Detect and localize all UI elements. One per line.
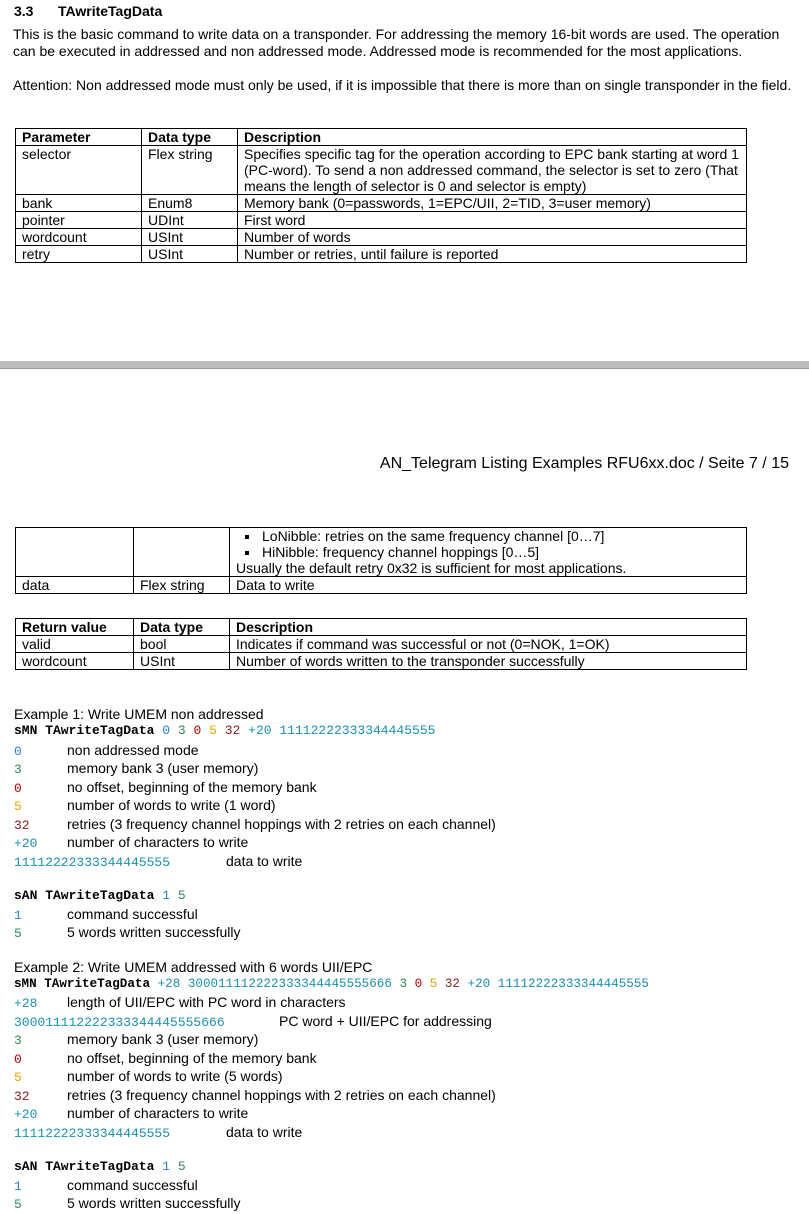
list-item <box>14 759 259 777</box>
answer-token: 5 <box>177 888 186 903</box>
cmd-token: 5 <box>429 977 438 991</box>
item-text: number of words to write (5 words) <box>67 1068 283 1084</box>
list-item <box>14 1104 249 1122</box>
item-code: 5 <box>14 1070 22 1085</box>
return-type: USInt <box>134 653 230 670</box>
cmd-token: 3 <box>399 977 408 991</box>
param-desc: Number of words <box>238 229 747 246</box>
table-row <box>16 146 747 195</box>
item-code: 5 <box>14 1197 22 1212</box>
table-row <box>16 577 747 594</box>
param-type: UDInt <box>142 212 238 229</box>
param-desc: Number or retries, until failure is reported <box>238 246 747 263</box>
example1-answer <box>14 887 186 905</box>
item-text: memory bank 3 (user memory) <box>67 760 259 776</box>
list-item <box>14 1086 496 1104</box>
table-row <box>16 528 747 577</box>
item-code: 11112222333344445555 <box>14 855 171 870</box>
table-row <box>16 246 747 263</box>
example1-command <box>14 722 435 740</box>
answer-token: 5 <box>177 1159 186 1174</box>
retry-details <box>230 528 747 577</box>
item-text: command successful <box>67 1177 198 1193</box>
list-item <box>14 852 303 870</box>
continuation-table <box>15 527 747 594</box>
list-item <box>14 1067 283 1085</box>
list-item <box>14 923 241 941</box>
list-item: ▪ HiNibble: frequency channel hoppings [0…5] <box>260 544 746 560</box>
answer-prefix: sAN TAwriteTagData <box>14 1159 155 1174</box>
header-cell: Description <box>238 129 747 146</box>
command-prefix: sMN TAwriteTagData <box>14 723 155 738</box>
item-code: 32 <box>14 818 30 833</box>
param-name: pointer <box>16 212 142 229</box>
section-number: 3.3 <box>14 3 34 19</box>
answer-token: 1 <box>162 1159 171 1174</box>
return-type: bool <box>134 636 230 653</box>
item-text: memory bank 3 (user memory) <box>67 1031 259 1047</box>
item-text: number of characters to write <box>67 1105 249 1121</box>
table-row <box>16 229 747 246</box>
param-desc: Memory bank (0=passwords, 1=EPC/UII, 2=TID, 3=user memory) <box>238 195 747 212</box>
cmd-token: 300011112222333344445555666 <box>187 977 392 991</box>
param-type: Flex string <box>142 146 238 195</box>
item-code: 300011112222333344445555666 <box>14 1015 225 1030</box>
item-text: length of UII/EPC with PC word in characters <box>67 994 346 1010</box>
list-item <box>14 1012 492 1030</box>
cmd-token: 0 <box>414 977 423 991</box>
item-code: 3 <box>14 762 22 777</box>
empty-cell <box>134 528 230 577</box>
item-text: data to write <box>226 1124 303 1140</box>
section-heading <box>14 3 162 19</box>
item-text: retries (3 frequency channel hoppings with 2 retries on each channel) <box>67 816 496 832</box>
item-text: non addressed mode <box>67 742 199 758</box>
empty-cell <box>16 528 134 577</box>
example1-title: Example 1: Write UMEM non addressed <box>14 706 264 722</box>
param-desc: Data to write <box>230 577 747 594</box>
return-table <box>15 618 747 670</box>
parameter-table <box>15 128 747 263</box>
item-code: 1 <box>14 1179 22 1194</box>
param-desc: First word <box>238 212 747 229</box>
param-name: retry <box>16 246 142 263</box>
example2-answer <box>14 1158 186 1176</box>
cmd-token: 0 <box>193 723 202 738</box>
cmd-token: +20 <box>248 723 272 738</box>
example2-command <box>14 975 649 993</box>
list-item <box>14 1194 241 1212</box>
list-item <box>14 1030 259 1048</box>
param-type: USInt <box>142 229 238 246</box>
list-item <box>14 778 317 796</box>
cmd-token: 11112222333344445555 <box>497 977 649 991</box>
param-name: data <box>16 577 134 594</box>
item-text: data to write <box>226 853 303 869</box>
list-item <box>14 815 496 833</box>
return-desc: Number of words written to the transponder successfully <box>230 653 747 670</box>
param-desc: Specifies specific tag for the operation according to EPC bank starting at word 1 (PC-word). To send a non addressed command, the selector is set to zero (That means the length of selector is 0 and selector is empty) <box>238 146 747 195</box>
table-header-row <box>16 129 747 146</box>
retry-note: Usually the default retry 0x32 is sufficient for most applications. <box>236 560 627 576</box>
item-code: 32 <box>14 1089 30 1104</box>
answer-prefix: sAN TAwriteTagData <box>14 888 155 903</box>
example2-title: Example 2: Write UMEM addressed with 6 words UII/EPC <box>14 959 373 975</box>
param-name: bank <box>16 195 142 212</box>
item-text: PC word + UII/EPC for addressing <box>279 1013 492 1029</box>
section-title: TAwriteTagData <box>58 3 163 19</box>
header-cell: Description <box>230 619 747 636</box>
param-type: Enum8 <box>142 195 238 212</box>
intro-paragraph: This is the basic command to write data on a transponder. For addressing the memory 16-bit words are used. The operation can be executed in addressed and non addressed mode. Addressed mode is recommended for the most applications. <box>13 26 780 59</box>
item-code: 0 <box>14 1052 22 1067</box>
item-code: 5 <box>14 926 22 941</box>
list-item <box>14 796 276 814</box>
header-cell: Data type <box>142 129 238 146</box>
list-item <box>14 905 198 923</box>
item-text: number of words to write (1 word) <box>67 797 276 813</box>
cmd-token: +28 <box>157 977 181 991</box>
item-text: retries (3 frequency channel hoppings with 2 retries on each channel) <box>67 1087 496 1103</box>
param-name: selector <box>16 146 142 195</box>
item-code: 1 <box>14 908 22 923</box>
item-text: no offset, beginning of the memory bank <box>67 779 317 795</box>
header-cell: Return value <box>16 619 134 636</box>
item-code: 0 <box>14 781 22 796</box>
param-type: USInt <box>142 246 238 263</box>
item-text: 5 words written successfully <box>67 1195 241 1211</box>
table-row <box>16 212 747 229</box>
item-text: no offset, beginning of the memory bank <box>67 1050 317 1066</box>
param-name: wordcount <box>16 229 142 246</box>
item-code: 3 <box>14 1033 22 1048</box>
list-item <box>14 741 199 759</box>
answer-token: 1 <box>162 888 171 903</box>
item-text: number of characters to write <box>67 834 249 850</box>
item-text: 5 words written successfully <box>67 924 241 940</box>
return-desc: Indicates if command was successful or not (0=NOK, 1=OK) <box>230 636 747 653</box>
cmd-token: +20 <box>467 977 491 991</box>
item-code: 0 <box>14 744 22 759</box>
item-code: 5 <box>14 799 22 814</box>
item-code: +20 <box>14 836 38 851</box>
cmd-token: 11112222333344445555 <box>279 723 436 738</box>
list-item <box>14 1123 303 1141</box>
cmd-token: 3 <box>177 723 186 738</box>
cmd-token: 32 <box>224 723 241 738</box>
item-text: command successful <box>67 906 198 922</box>
return-name: wordcount <box>16 653 134 670</box>
list-item <box>14 993 346 1011</box>
command-prefix: sMN TAwriteTagData <box>14 977 151 991</box>
return-name: valid <box>16 636 134 653</box>
table-row <box>16 636 747 653</box>
list-item: ▪ LoNibble: retries on the same frequency channel [0…7] <box>260 528 746 544</box>
page-separator <box>0 361 809 369</box>
table-header-row <box>16 619 747 636</box>
page-footer: AN_Telegram Listing Examples RFU6xx.doc / Seite 7 / 15 <box>379 455 789 472</box>
header-cell: Data type <box>134 619 230 636</box>
table-row <box>16 195 747 212</box>
list-item <box>14 1049 317 1067</box>
list-item <box>14 1176 198 1194</box>
cmd-token: 5 <box>209 723 217 738</box>
param-type: Flex string <box>134 577 230 594</box>
item-code: +28 <box>14 996 38 1011</box>
cmd-token: 32 <box>444 977 460 991</box>
table-row <box>16 653 747 670</box>
item-code: 11112222333344445555 <box>14 1126 171 1141</box>
attention-paragraph: Attention: Non addressed mode must only be used, if it is impossible that there is more than on single transponder in the field. <box>13 77 792 93</box>
cmd-token: 0 <box>162 723 171 738</box>
list-item <box>14 833 249 851</box>
header-cell: Parameter <box>16 129 142 146</box>
item-code: +20 <box>14 1107 38 1122</box>
bullet-list <box>236 528 746 560</box>
